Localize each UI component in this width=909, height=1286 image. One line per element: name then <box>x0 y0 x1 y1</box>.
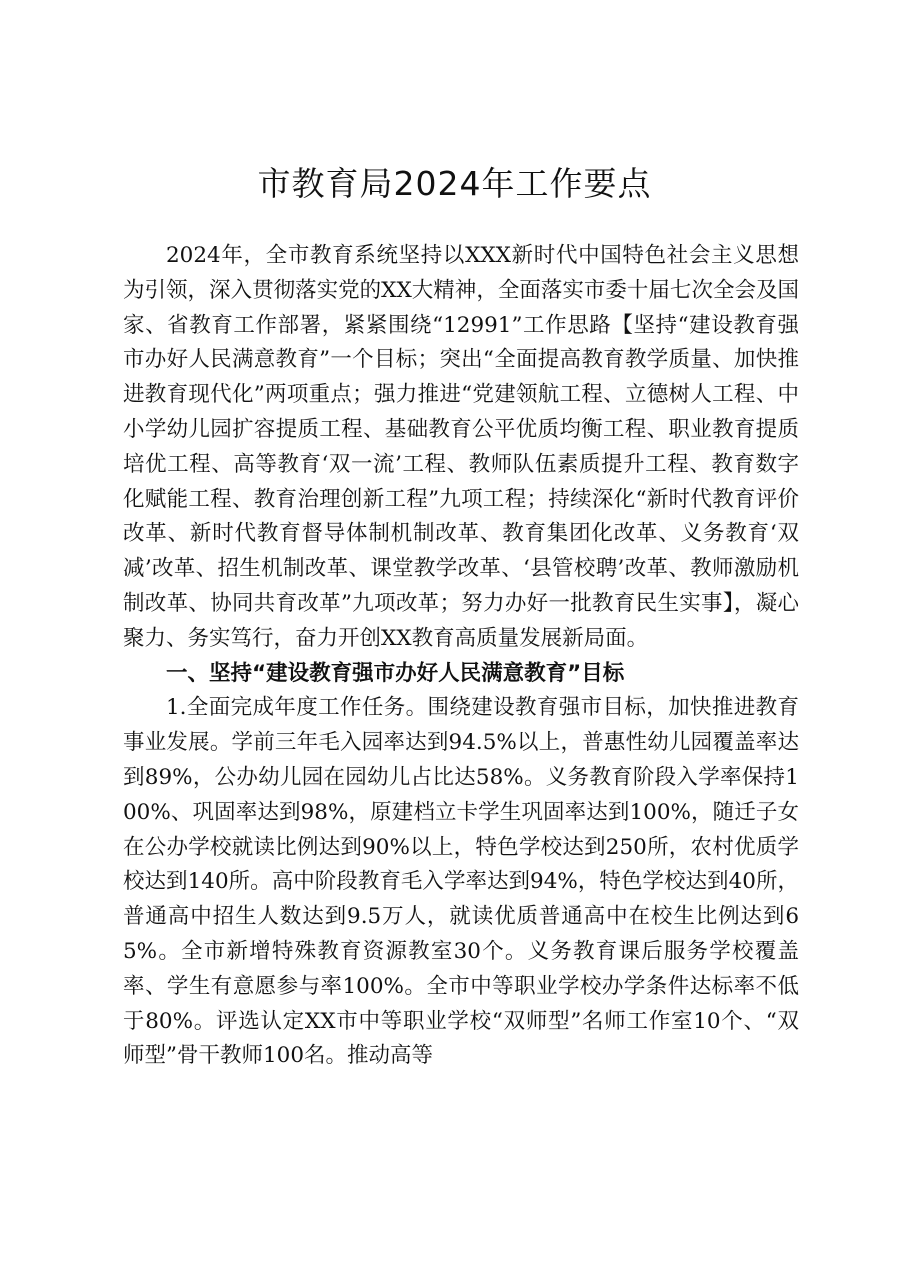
intro-paragraph: 2024年，全市教育系统坚持以XXX新时代中国特色社会主义思想为引领，深入贯彻落实党的XX大精神，全面落实市委十届七次全会及国家、省教育工作部署，紧紧围绕“12991”工作思路【坚持“建设教育强市办好人民满意教育”一个目标；突出“全面提高教育教学质量、加快推进教育现代化”两项重点；强力推进“党建领航工程、立德树人工程、中小学幼儿园扩容提质工程、基础教育公平优质均衡工程、职业教育提质培优工程、高等教育‘双一流’工程、教师队伍素质提升工程、教育数字化赋能工程、教育治理创新工程”九项工程；持续深化“新时代教育评价改革、新时代教育督导体制机制改革、教育集团化改革、义务教育‘双减’改革、招生机制改革、课堂教学改革、‘县管校聘’改革、教师激励机制改革、协同共育改革”九项改革；努力办好一批教育民生实事】，凝心聚力、务实笃行，奋力开创XX教育高质量发展新局面。 <box>123 243 799 651</box>
document-title: 市教育局2024年工作要点 <box>257 164 652 203</box>
section-heading: 一、坚持“建设教育强市办好人民满意教育”目标 <box>166 660 625 686</box>
item-paragraph: 1.全面完成年度工作任务。围绕建设教育强市目标，加快推进教育事业发展。学前三年毛入园率达到94.5%以上，普惠性幼儿园覆盖率达到89%，公办幼儿园在园幼儿占比达58%。义务教育阶段入学率保持100%、巩固率达到98%，原建档立卡学生巩固率达到100%，随迁子女在公办学校就读比例达到90%以上，特色学校达到250所，农村优质学校达到140所。高中阶段教育毛入学率达到94%，特色学校达到40所，普通高中招生人数达到9.5万人，就读优质普通高中在校生比例达到65%。全市新增特殊教育资源教室30个。义务教育课后服务学校覆盖率、学生有意愿参与率100%。全市中等职业学校办学条件达标率不低于80%。评选认定XX市中等职业学校“双师型”名师工作室10个、“双师型”骨干教师100名。推动高等 <box>123 695 799 1069</box>
document-body <box>123 239 799 1074</box>
